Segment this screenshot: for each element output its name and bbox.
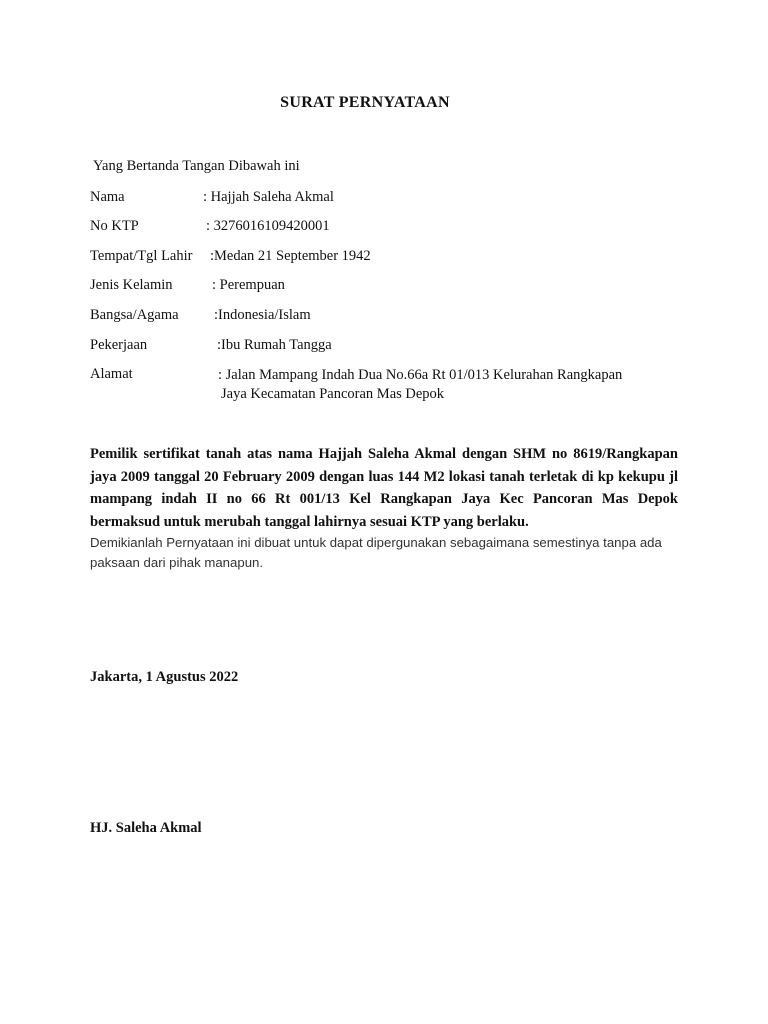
- field-alamat-line2: Jaya Kecamatan Pancoran Mas Depok: [221, 386, 445, 402]
- field-alamat-label: Alamat: [90, 366, 133, 382]
- field-nama-label: Nama: [90, 189, 125, 205]
- field-tempat-tgl-lahir-value: :Medan 21 September 1942: [210, 248, 371, 264]
- closing-paragraph: Demikianlah Pernyataan ini dibuat untuk dapat dipergunakan sebagaimana semestinya tanpa ada paksaan dari pihak manapun.: [90, 535, 662, 570]
- statement-paragraph: Pemilik sertifikat tanah atas nama Hajjah Saleha Akmal dengan SHM no 8619/Rangkapan jaya 2009 tanggal 20 February 2009 dengan luas 144 M2 lokasi tanah terletak di kp kekupu jl mampang indah II no 66 Rt 001/13 Kel Rangkapan Jaya Kec Pancoran Mas Depok bermaksud untuk merubah tanggal lahirnya sesuai KTP yang berlaku.: [90, 446, 678, 530]
- document-title: SURAT PERNYATAAN: [280, 94, 450, 111]
- field-bangsa-agama-value: :Indonesia/Islam: [214, 307, 311, 323]
- field-jenis-kelamin-value: : Perempuan: [212, 277, 285, 293]
- field-tempat-tgl-lahir-label: Tempat/Tgl Lahir: [90, 248, 193, 264]
- field-pekerjaan-label: Pekerjaan: [90, 337, 148, 353]
- field-ktp-value: : 3276016109420001: [206, 218, 330, 234]
- field-alamat-line1: : Jalan Mampang Indah Dua No.66a Rt 01/013 Kelurahan Rangkapan: [218, 367, 623, 383]
- field-pekerjaan-value: :Ibu Rumah Tangga: [217, 337, 332, 353]
- place-date: Jakarta, 1 Agustus 2022: [90, 669, 239, 685]
- field-bangsa-agama-label: Bangsa/Agama: [90, 307, 179, 323]
- field-jenis-kelamin-label: Jenis Kelamin: [90, 277, 173, 293]
- signatory-name: HJ. Saleha Akmal: [90, 820, 202, 836]
- field-nama-value: : Hajjah Saleha Akmal: [203, 189, 334, 205]
- field-alamat-value: [218, 366, 676, 404]
- field-ktp-label: No KTP: [90, 218, 139, 234]
- intro-text: Yang Bertanda Tangan Dibawah ini: [93, 158, 300, 174]
